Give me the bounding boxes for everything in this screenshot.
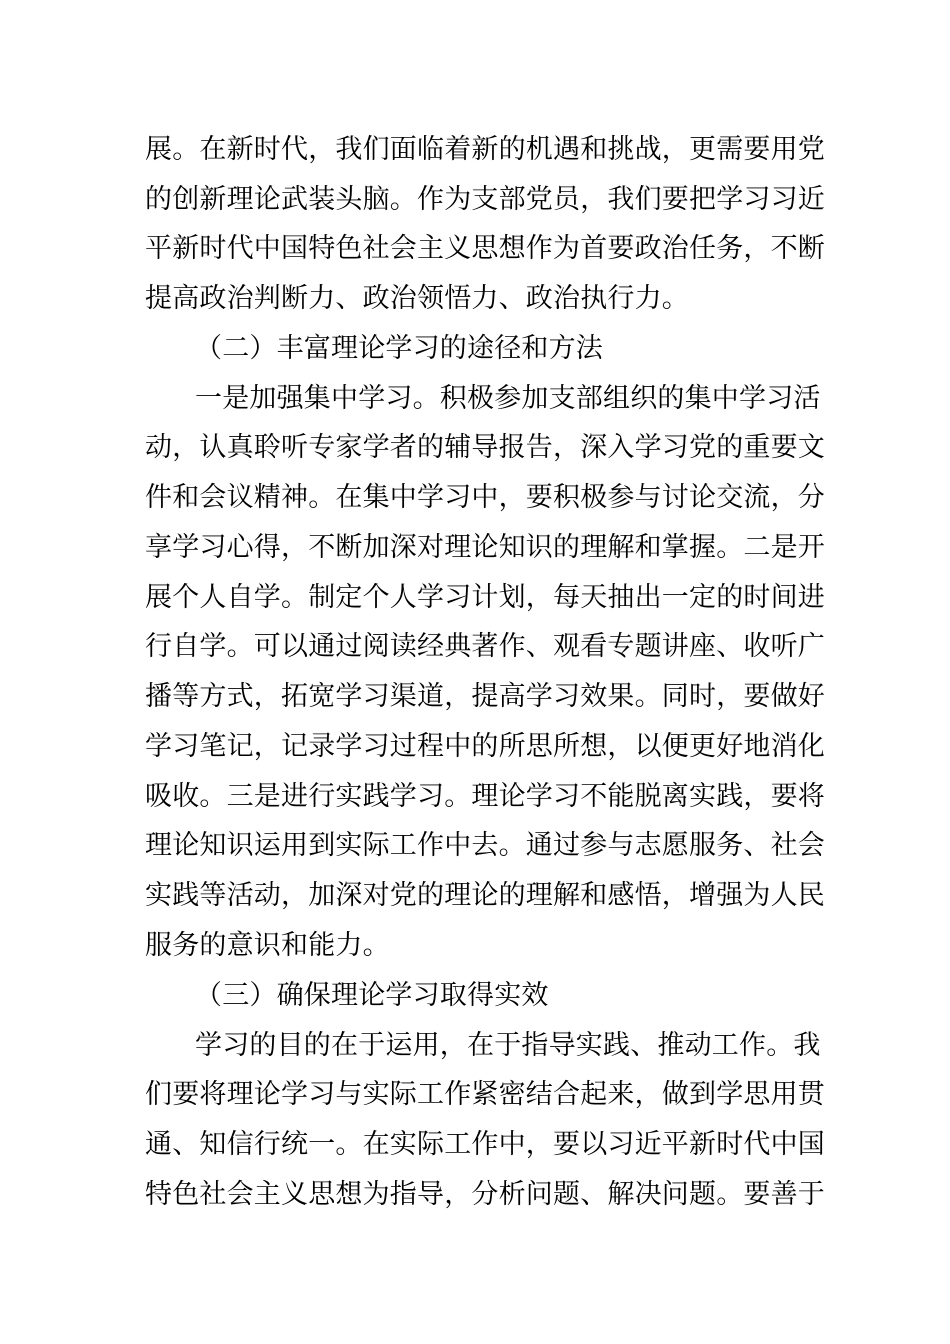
text-line: 的创新理论武装头脑。作为支部党员，我们要把学习习近 [145, 184, 825, 215]
paragraph-first-line: 学习的目的在于运用，在于指导实践、推动工作。我 [195, 1030, 821, 1061]
text-line: 动，认真聆听专家学者的辅导报告，深入学习党的重要文 [145, 432, 825, 463]
text-line: 提高政治判断力、政治领悟力、政治执行力。 [145, 283, 689, 314]
text-line: 件和会议精神。在集中学习中，要积极参与讨论交流，分 [145, 482, 825, 513]
text-line: 展。在新时代，我们面临着新的机遇和挑战，更需要用党 [145, 134, 825, 165]
text-line: 享学习心得，不断加深对理论知识的理解和掌握。二是开 [145, 532, 825, 563]
section-heading: （三）确保理论学习取得实效 [195, 980, 549, 1011]
text-line: 理论知识运用到实际工作中去。通过参与志愿服务、社会 [145, 830, 825, 861]
section-heading: （二）丰富理论学习的途径和方法 [195, 333, 603, 364]
text-line: 平新时代中国特色社会主义思想作为首要政治任务，不断 [145, 233, 825, 264]
text-line: 们要将理论学习与实际工作紧密结合起来，做到学思用贯 [145, 1079, 825, 1110]
paragraph-first-line: 一是加强集中学习。积极参加支部组织的集中学习活 [195, 383, 821, 414]
text-line: 播等方式，拓宽学习渠道，提高学习效果。同时，要做好 [145, 681, 825, 712]
text-line: 特色社会主义思想为指导，分析问题、解决问题。要善于 [145, 1179, 825, 1210]
text-line: 服务的意识和能力。 [145, 930, 390, 961]
text-line: 通、知信行统一。在实际工作中，要以习近平新时代中国 [145, 1129, 825, 1160]
text-line: 实践等活动，加深对党的理论的理解和感悟，增强为人民 [145, 880, 825, 911]
text-line: 学习笔记，记录学习过程中的所思所想，以便更好地消化 [145, 731, 825, 762]
text-line: 行自学。可以通过阅读经典著作、观看专题讲座、收听广 [145, 631, 825, 662]
text-line: 吸收。三是进行实践学习。理论学习不能脱离实践，要将 [145, 781, 825, 812]
text-line: 展个人自学。制定个人学习计划，每天抽出一定的时间进 [145, 582, 825, 613]
